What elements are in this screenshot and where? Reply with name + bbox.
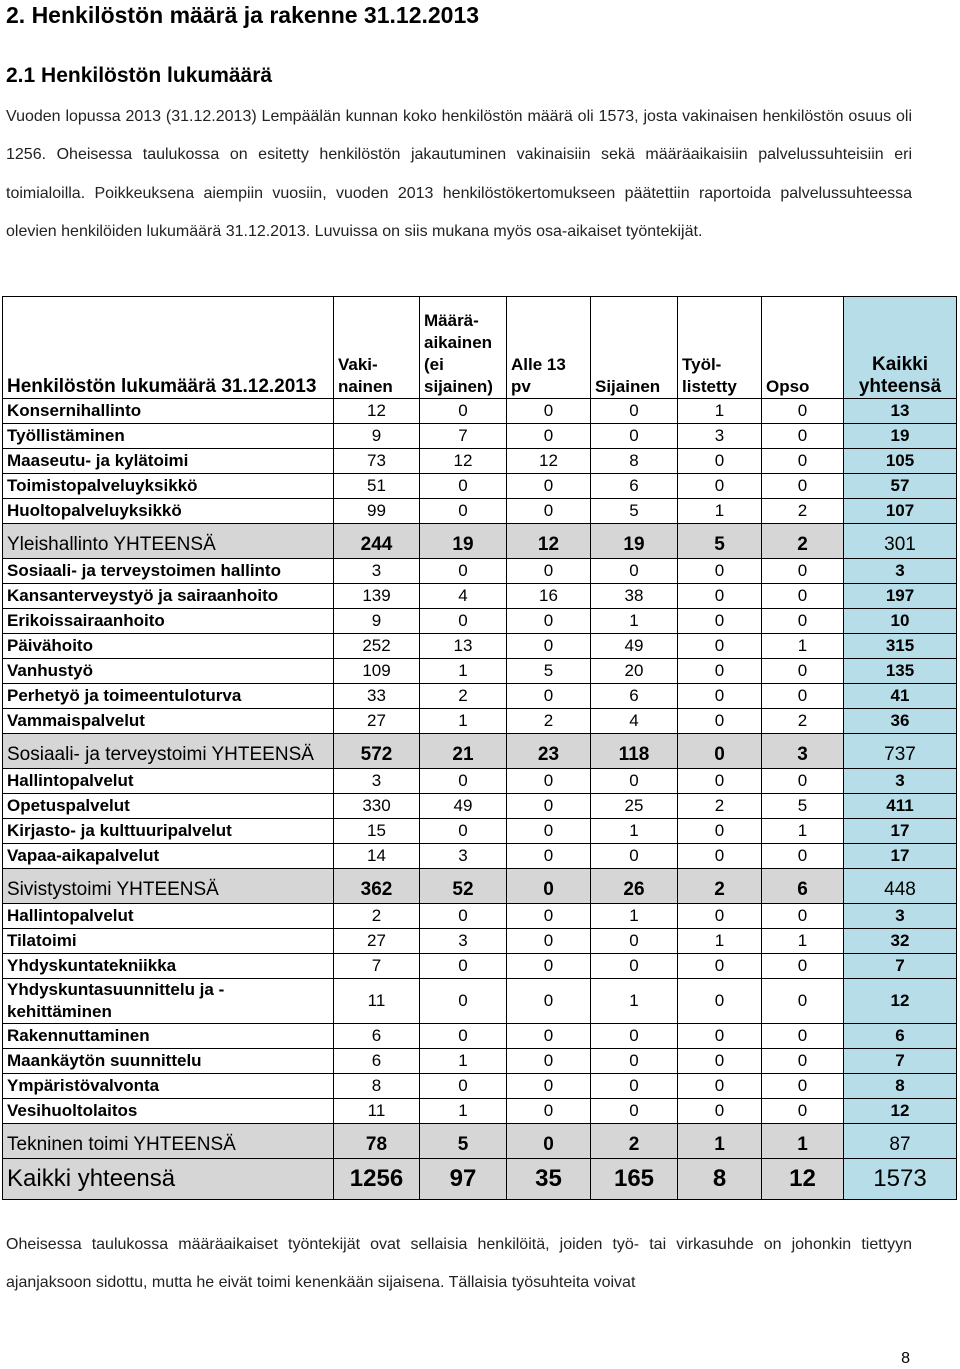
value-cell: 8: [591, 449, 678, 474]
value-cell: 0: [591, 954, 678, 979]
value-cell: 1: [591, 979, 678, 1024]
value-cell: 6: [591, 474, 678, 499]
value-cell: 0: [591, 424, 678, 449]
table-title: Henkilöstön lukumäärä 31.12.2013: [3, 297, 334, 399]
value-cell: 0: [591, 559, 678, 584]
row-label: Erikoissairaanhoito: [3, 609, 334, 634]
table-row: [3, 1024, 957, 1049]
table-row: [3, 709, 957, 734]
value-cell: 0: [762, 769, 844, 794]
column-header: Työl-listetty: [678, 297, 762, 399]
value-cell: 0: [678, 1074, 762, 1099]
table-row: [3, 609, 957, 634]
value-cell: 49: [591, 634, 678, 659]
value-cell: 0: [678, 734, 762, 769]
staff-count-table: [2, 296, 957, 1200]
value-cell: 12: [507, 524, 591, 559]
value-cell: 1: [420, 659, 507, 684]
value-cell: 6: [762, 869, 844, 904]
table-row: [3, 844, 957, 869]
value-cell: 0: [591, 1024, 678, 1049]
value-cell: 49: [420, 794, 507, 819]
row-total-cell: 8: [844, 1074, 957, 1099]
row-total-cell: 17: [844, 819, 957, 844]
row-total-cell: 10: [844, 609, 957, 634]
value-cell: 99: [334, 499, 420, 524]
row-label: Huoltopalveluyksikkö: [3, 499, 334, 524]
value-cell: 6: [334, 1049, 420, 1074]
value-cell: 23: [507, 734, 591, 769]
value-cell: 0: [507, 979, 591, 1024]
value-cell: 2: [762, 499, 844, 524]
value-cell: 244: [334, 524, 420, 559]
row-label: Hallintopalvelut: [3, 769, 334, 794]
table-row: [3, 929, 957, 954]
row-total-cell: 36: [844, 709, 957, 734]
value-cell: 118: [591, 734, 678, 769]
row-label: Vesihuoltolaitos: [3, 1099, 334, 1124]
value-cell: 0: [507, 769, 591, 794]
subtotal-row: [3, 524, 957, 559]
row-label: Hallintopalvelut: [3, 904, 334, 929]
value-cell: 3: [678, 424, 762, 449]
column-header: Määrä-aikainen (ei sijainen): [420, 297, 507, 399]
row-total-cell: 17: [844, 844, 957, 869]
value-cell: 330: [334, 794, 420, 819]
value-cell: 0: [507, 954, 591, 979]
value-cell: 0: [678, 769, 762, 794]
value-cell: 139: [334, 584, 420, 609]
row-label: Ympäristövalvonta: [3, 1074, 334, 1099]
value-cell: 0: [762, 424, 844, 449]
table-row: [3, 424, 957, 449]
value-cell: 21: [420, 734, 507, 769]
value-cell: 0: [678, 819, 762, 844]
value-cell: 0: [420, 904, 507, 929]
value-cell: 0: [678, 634, 762, 659]
row-label: Sivistystoimi YHTEENSÄ: [3, 869, 334, 904]
value-cell: 165: [591, 1159, 678, 1200]
row-label: Kirjasto- ja kulttuuripalvelut: [3, 819, 334, 844]
value-cell: 38: [591, 584, 678, 609]
table-row: [3, 1049, 957, 1074]
value-cell: 2: [591, 1124, 678, 1159]
value-cell: 0: [762, 979, 844, 1024]
table-row: [3, 474, 957, 499]
row-total-cell: 12: [844, 1099, 957, 1124]
value-cell: 0: [762, 684, 844, 709]
value-cell: 1: [591, 609, 678, 634]
value-cell: 0: [420, 474, 507, 499]
row-label: Vanhustyö: [3, 659, 334, 684]
row-total-cell: 6: [844, 1024, 957, 1049]
table-row: [3, 399, 957, 424]
row-label: Päivähoito: [3, 634, 334, 659]
table-row: [3, 634, 957, 659]
value-cell: 2: [334, 904, 420, 929]
value-cell: 2: [762, 524, 844, 559]
value-cell: 0: [678, 1049, 762, 1074]
value-cell: 0: [507, 684, 591, 709]
value-cell: 1: [762, 929, 844, 954]
value-cell: 52: [420, 869, 507, 904]
value-cell: 0: [678, 474, 762, 499]
value-cell: 0: [507, 474, 591, 499]
row-total-cell: 737: [844, 734, 957, 769]
row-total-cell: 411: [844, 794, 957, 819]
table-row: [3, 1099, 957, 1124]
value-cell: 0: [678, 904, 762, 929]
table-header-row: [3, 297, 957, 399]
value-cell: 5: [678, 524, 762, 559]
table-row: [3, 979, 957, 1024]
value-cell: 0: [420, 609, 507, 634]
row-label: Toimistopalveluyksikkö: [3, 474, 334, 499]
table-row: [3, 769, 957, 794]
value-cell: 27: [334, 709, 420, 734]
page-number: 8: [901, 1350, 910, 1367]
value-cell: 1: [762, 819, 844, 844]
value-cell: 7: [334, 954, 420, 979]
value-cell: 4: [420, 584, 507, 609]
table-row: [3, 584, 957, 609]
table-row: [3, 1074, 957, 1099]
value-cell: 0: [762, 609, 844, 634]
value-cell: 2: [420, 684, 507, 709]
column-header-total: Kaikki yhteensä: [844, 297, 957, 399]
value-cell: 0: [507, 634, 591, 659]
row-label: Perhetyö ja toimeentuloturva: [3, 684, 334, 709]
table-row: [3, 819, 957, 844]
value-cell: 3: [420, 844, 507, 869]
value-cell: 0: [762, 844, 844, 869]
value-cell: 1: [678, 929, 762, 954]
row-label: Kansanterveystyö ja sairaanhoito: [3, 584, 334, 609]
value-cell: 0: [507, 819, 591, 844]
value-cell: 78: [334, 1124, 420, 1159]
grand-total-row: [3, 1159, 957, 1200]
value-cell: 0: [591, 844, 678, 869]
value-cell: 1: [678, 1124, 762, 1159]
row-total-cell: 3: [844, 559, 957, 584]
subsection-heading: 2.1 Henkilöstön lukumäärä: [6, 64, 273, 87]
value-cell: 0: [762, 449, 844, 474]
value-cell: 7: [420, 424, 507, 449]
row-total-cell: 7: [844, 954, 957, 979]
value-cell: 51: [334, 474, 420, 499]
table-row: [3, 904, 957, 929]
value-cell: 15: [334, 819, 420, 844]
value-cell: 0: [678, 584, 762, 609]
value-cell: 6: [334, 1024, 420, 1049]
value-cell: 0: [420, 559, 507, 584]
value-cell: 0: [678, 449, 762, 474]
value-cell: 12: [334, 399, 420, 424]
value-cell: 0: [591, 769, 678, 794]
row-total-cell: 7: [844, 1049, 957, 1074]
value-cell: 0: [591, 929, 678, 954]
value-cell: 5: [507, 659, 591, 684]
value-cell: 0: [762, 584, 844, 609]
value-cell: 35: [507, 1159, 591, 1200]
row-label: Sosiaali- ja terveystoimi YHTEENSÄ: [3, 734, 334, 769]
value-cell: 2: [678, 869, 762, 904]
value-cell: 0: [420, 979, 507, 1024]
value-cell: 0: [678, 844, 762, 869]
value-cell: 3: [334, 769, 420, 794]
value-cell: 0: [507, 609, 591, 634]
value-cell: 0: [678, 659, 762, 684]
value-cell: 0: [507, 844, 591, 869]
subtotal-row: [3, 1124, 957, 1159]
row-label: Kaikki yhteensä: [3, 1159, 334, 1200]
value-cell: 0: [762, 954, 844, 979]
value-cell: 2: [762, 709, 844, 734]
column-header: Alle 13 pv: [507, 297, 591, 399]
row-total-cell: 87: [844, 1124, 957, 1159]
value-cell: 0: [507, 929, 591, 954]
value-cell: 0: [678, 1024, 762, 1049]
table-row: [3, 499, 957, 524]
value-cell: 1: [591, 904, 678, 929]
value-cell: 1: [678, 399, 762, 424]
note-paragraph: Oheisessa taulukossa määräaikaiset työntekijät ovat sellaisia henkilöitä, joiden työ- tai virkasuhde on johonkin tiettyyn ajanjaksoon sidottu, mutta he eivät toimi kenenkään sijaisena. Tällaisia työsuhteita voivat: [6, 1236, 912, 1292]
value-cell: 6: [591, 684, 678, 709]
row-label: Tilatoimi: [3, 929, 334, 954]
column-header: Sijainen: [591, 297, 678, 399]
value-cell: 0: [507, 1099, 591, 1124]
value-cell: 1: [420, 1099, 507, 1124]
value-cell: 0: [507, 399, 591, 424]
row-total-cell: 1573: [844, 1159, 957, 1200]
value-cell: 0: [507, 1024, 591, 1049]
value-cell: 3: [334, 559, 420, 584]
value-cell: 0: [678, 559, 762, 584]
value-cell: 0: [507, 869, 591, 904]
value-cell: 2: [678, 794, 762, 819]
row-label: Maaseutu- ja kylätoimi: [3, 449, 334, 474]
value-cell: 0: [507, 499, 591, 524]
row-total-cell: 3: [844, 769, 957, 794]
value-cell: 0: [507, 424, 591, 449]
value-cell: 0: [678, 684, 762, 709]
value-cell: 14: [334, 844, 420, 869]
row-total-cell: 107: [844, 499, 957, 524]
value-cell: 33: [334, 684, 420, 709]
value-cell: 11: [334, 1099, 420, 1124]
value-cell: 0: [420, 399, 507, 424]
value-cell: 0: [507, 1049, 591, 1074]
value-cell: 362: [334, 869, 420, 904]
value-cell: 0: [678, 979, 762, 1024]
value-cell: 13: [420, 634, 507, 659]
row-label: Opetuspalvelut: [3, 794, 334, 819]
value-cell: 0: [762, 1049, 844, 1074]
table-row: [3, 559, 957, 584]
value-cell: 12: [507, 449, 591, 474]
value-cell: 97: [420, 1159, 507, 1200]
value-cell: 0: [420, 954, 507, 979]
value-cell: 1256: [334, 1159, 420, 1200]
row-total-cell: 19: [844, 424, 957, 449]
value-cell: 4: [591, 709, 678, 734]
row-label: Sosiaali- ja terveystoimen hallinto: [3, 559, 334, 584]
row-total-cell: 135: [844, 659, 957, 684]
value-cell: 0: [678, 1099, 762, 1124]
value-cell: 0: [678, 954, 762, 979]
value-cell: 26: [591, 869, 678, 904]
value-cell: 5: [591, 499, 678, 524]
value-cell: 0: [420, 1024, 507, 1049]
value-cell: 572: [334, 734, 420, 769]
value-cell: 0: [507, 1124, 591, 1159]
value-cell: 19: [420, 524, 507, 559]
value-cell: 5: [420, 1124, 507, 1159]
intro-paragraph: Vuoden lopussa 2013 (31.12.2013) Lempäälän kunnan koko henkilöstön määrä oli 1573, josta vakinaisen henkilöstön osuus oli 1256. Oheisessa taulukossa on esitetty henkilöstön jakautuminen vakinaisiin sekä määräaikaisiin palvelussuhteisiin eri toimialoilla. Poikkeuksena aiempiin vuosiin, vuoden 2013 henkilöstökertomukseen päätettiin raportoida palvelussuhteessa olevien henkilöiden lukumäärä 31.12.2013. Luvuissa on siis mukana myös osa-aikaiset työntekijät.: [6, 108, 912, 241]
value-cell: 0: [420, 769, 507, 794]
value-cell: 1: [420, 1049, 507, 1074]
value-cell: 5: [762, 794, 844, 819]
value-cell: 1: [678, 499, 762, 524]
value-cell: 109: [334, 659, 420, 684]
row-label: Vapaa-aikapalvelut: [3, 844, 334, 869]
value-cell: 0: [591, 1049, 678, 1074]
value-cell: 9: [334, 424, 420, 449]
table-row: [3, 684, 957, 709]
subtotal-row: [3, 869, 957, 904]
row-label: Maankäytön suunnittelu: [3, 1049, 334, 1074]
value-cell: 0: [420, 819, 507, 844]
value-cell: 252: [334, 634, 420, 659]
column-header: Opso: [762, 297, 844, 399]
table-row: [3, 449, 957, 474]
row-total-cell: 301: [844, 524, 957, 559]
row-total-cell: 3: [844, 904, 957, 929]
row-total-cell: 448: [844, 869, 957, 904]
value-cell: 0: [678, 609, 762, 634]
value-cell: 3: [762, 734, 844, 769]
value-cell: 2: [507, 709, 591, 734]
value-cell: 0: [420, 499, 507, 524]
value-cell: 11: [334, 979, 420, 1024]
section-heading: 2. Henkilöstön määrä ja rakenne 31.12.2013: [6, 2, 480, 28]
value-cell: 73: [334, 449, 420, 474]
value-cell: 3: [420, 929, 507, 954]
value-cell: 19: [591, 524, 678, 559]
row-total-cell: 12: [844, 979, 957, 1024]
value-cell: 12: [420, 449, 507, 474]
row-label: Rakennuttaminen: [3, 1024, 334, 1049]
value-cell: 1: [762, 634, 844, 659]
value-cell: 12: [762, 1159, 844, 1200]
value-cell: 25: [591, 794, 678, 819]
row-label: Yhdyskuntasuunnittelu ja -kehittäminen: [3, 979, 334, 1024]
row-total-cell: 315: [844, 634, 957, 659]
value-cell: 0: [507, 794, 591, 819]
value-cell: 0: [591, 399, 678, 424]
value-cell: 1: [591, 819, 678, 844]
value-cell: 0: [507, 904, 591, 929]
row-total-cell: 57: [844, 474, 957, 499]
row-label: Yhdyskuntatekniikka: [3, 954, 334, 979]
value-cell: 0: [762, 399, 844, 424]
subtotal-row: [3, 734, 957, 769]
value-cell: 1: [762, 1124, 844, 1159]
row-total-cell: 32: [844, 929, 957, 954]
value-cell: 0: [762, 1074, 844, 1099]
value-cell: 27: [334, 929, 420, 954]
row-label: Tekninen toimi YHTEENSÄ: [3, 1124, 334, 1159]
row-label: Konsernihallinto: [3, 399, 334, 424]
value-cell: 1: [420, 709, 507, 734]
row-total-cell: 41: [844, 684, 957, 709]
row-total-cell: 105: [844, 449, 957, 474]
table-row: [3, 954, 957, 979]
value-cell: 0: [591, 1074, 678, 1099]
value-cell: 0: [507, 559, 591, 584]
value-cell: 0: [420, 1074, 507, 1099]
value-cell: 0: [507, 1074, 591, 1099]
value-cell: 0: [762, 659, 844, 684]
column-header: Vaki-nainen: [334, 297, 420, 399]
value-cell: 0: [591, 1099, 678, 1124]
value-cell: 0: [762, 1024, 844, 1049]
row-label: Työllistäminen: [3, 424, 334, 449]
table-row: [3, 794, 957, 819]
row-label: Yleishallinto YHTEENSÄ: [3, 524, 334, 559]
value-cell: 16: [507, 584, 591, 609]
row-total-cell: 197: [844, 584, 957, 609]
value-cell: 0: [762, 559, 844, 584]
value-cell: 0: [762, 1099, 844, 1124]
value-cell: 0: [762, 904, 844, 929]
value-cell: 0: [678, 709, 762, 734]
value-cell: 9: [334, 609, 420, 634]
table-row: [3, 659, 957, 684]
value-cell: 8: [334, 1074, 420, 1099]
value-cell: 8: [678, 1159, 762, 1200]
value-cell: 0: [762, 474, 844, 499]
value-cell: 20: [591, 659, 678, 684]
row-total-cell: 13: [844, 399, 957, 424]
row-label: Vammaispalvelut: [3, 709, 334, 734]
